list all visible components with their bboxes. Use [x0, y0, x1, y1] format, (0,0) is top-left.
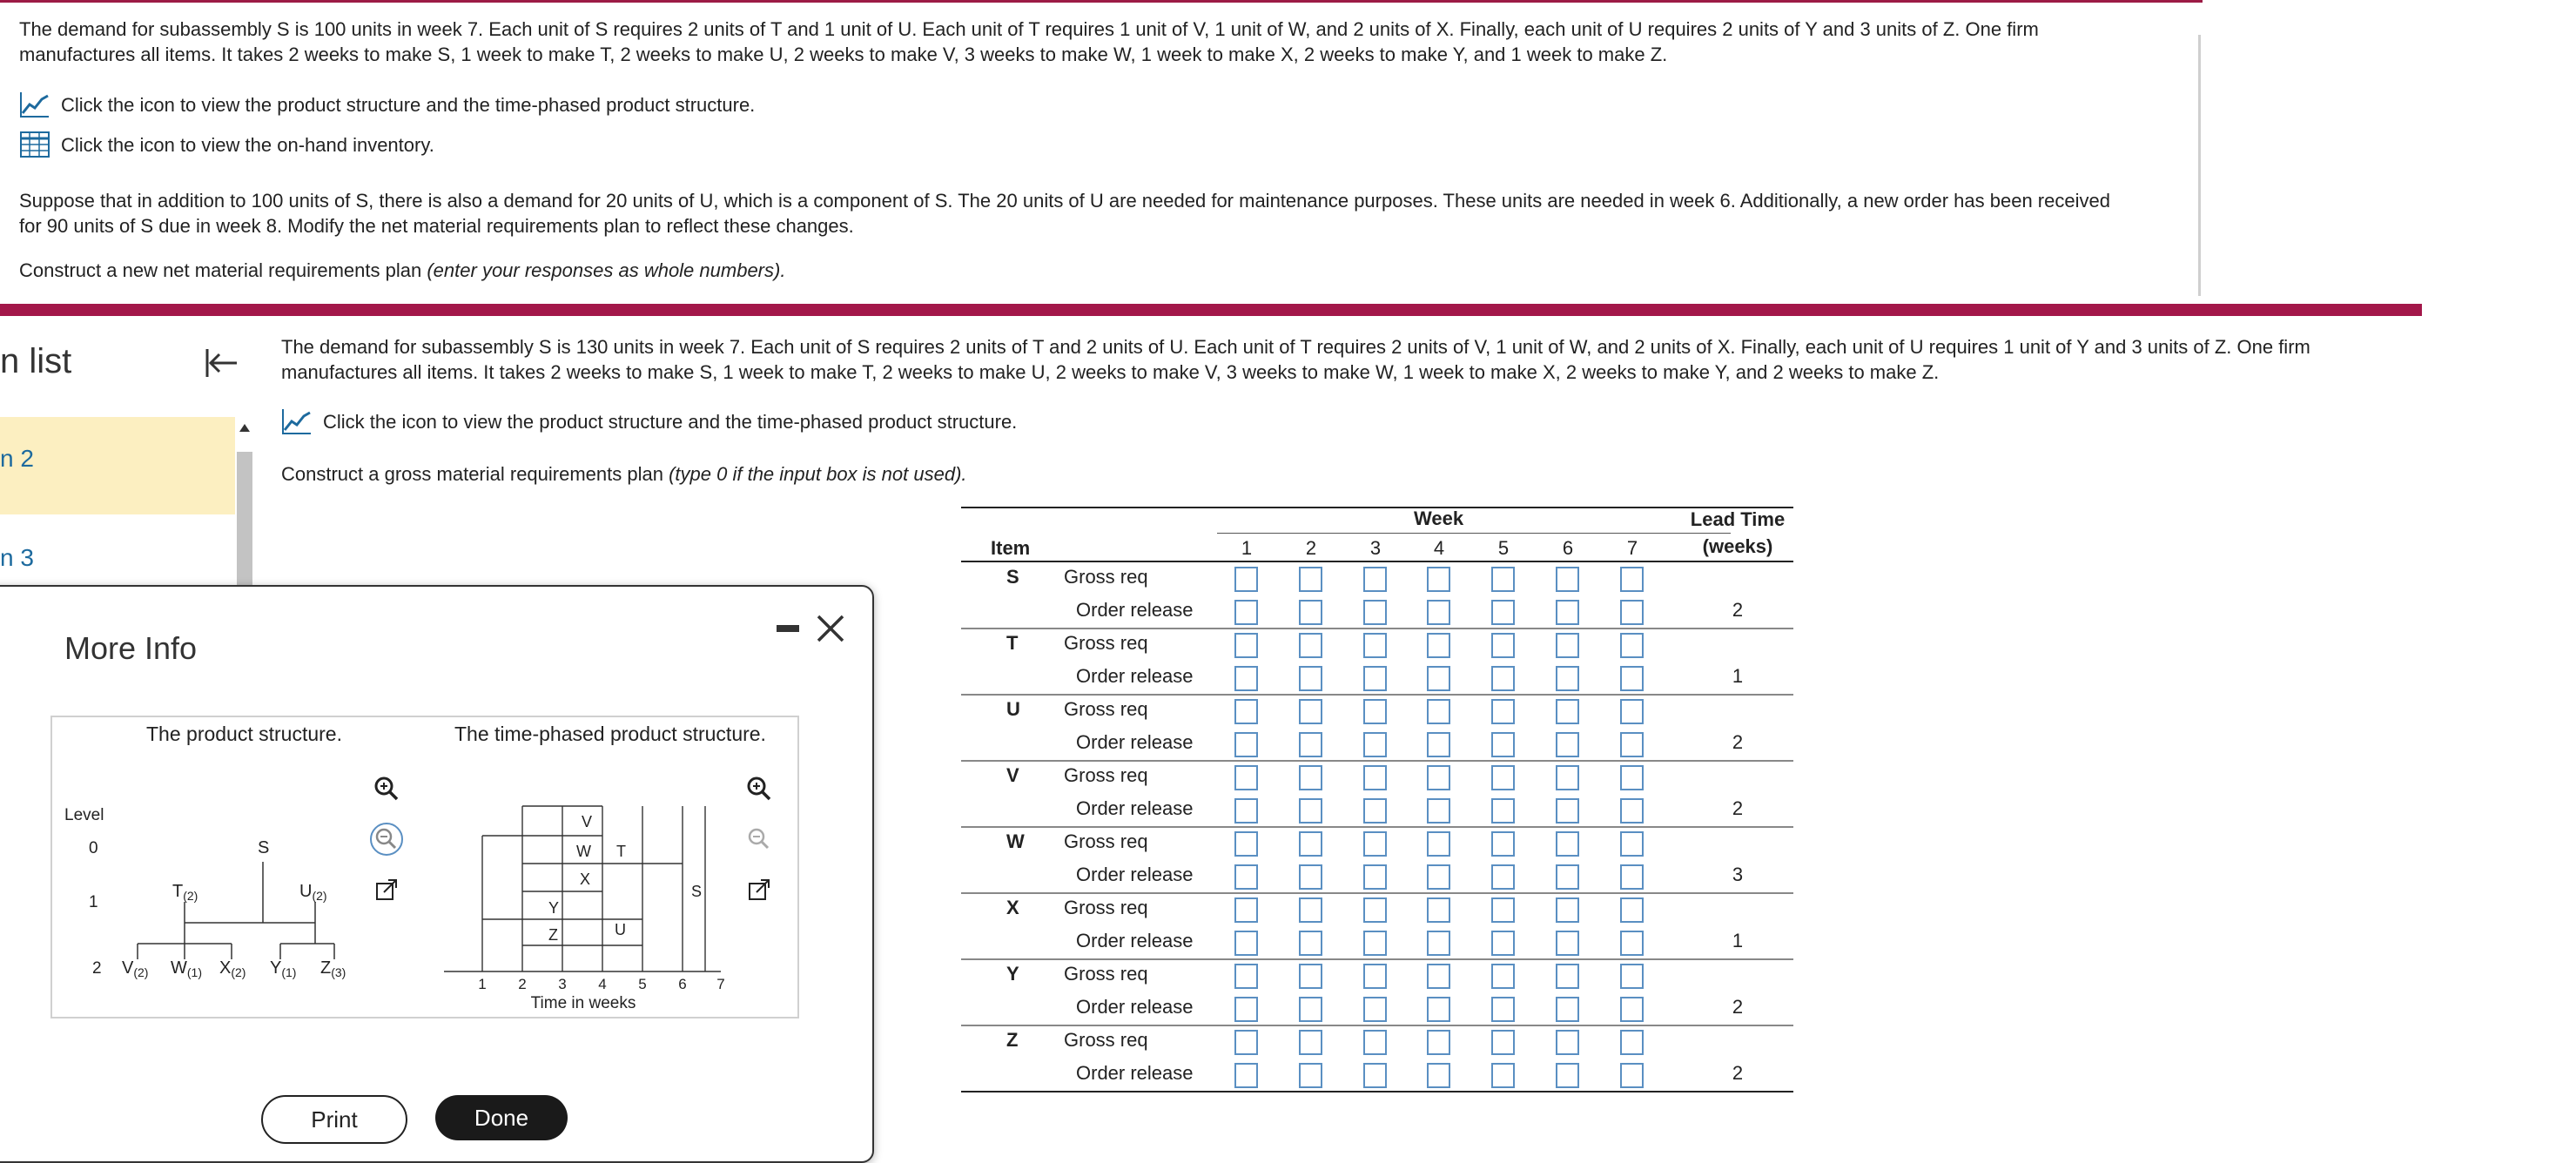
order-release-input-u-week-1[interactable] — [1234, 732, 1258, 757]
gross-req-input-z-week-3[interactable] — [1363, 1030, 1387, 1055]
order-release-input-y-week-3[interactable] — [1363, 997, 1387, 1022]
order-release-input-z-week-5[interactable] — [1491, 1063, 1515, 1088]
structure-figure — [50, 716, 799, 1018]
order-release-label: Order release — [1076, 1062, 1194, 1084]
gross-req-input-x-week-7[interactable] — [1620, 897, 1644, 923]
order-release-input-v-week-5[interactable] — [1491, 798, 1515, 824]
gross-req-input-u-week-7[interactable] — [1620, 699, 1644, 724]
zoom-in-icon[interactable] — [742, 771, 777, 806]
gross-req-input-v-week-4[interactable] — [1427, 765, 1450, 790]
gross-req-input-w-week-3[interactable] — [1363, 831, 1387, 857]
lead-time-value: 2 — [1732, 797, 1744, 819]
order-release-input-w-week-6[interactable] — [1556, 864, 1579, 890]
gross-req-input-u-week-5[interactable] — [1491, 699, 1515, 724]
lead-time-value: 2 — [1732, 731, 1744, 753]
gross-req-label: Gross req — [1064, 698, 1148, 720]
gross-req-input-t-week-5[interactable] — [1491, 633, 1515, 658]
top-scrollbar[interactable] — [2198, 35, 2201, 296]
inventory-link-row[interactable] — [19, 131, 434, 158]
order-release-input-t-week-7[interactable] — [1620, 666, 1644, 691]
order-release-input-s-week-6[interactable] — [1556, 600, 1579, 625]
structure-link-text[interactable]: Click the icon to view the product structure and the time-phased product structure. — [61, 93, 756, 116]
order-release-input-t-week-3[interactable] — [1363, 666, 1387, 691]
order-release-input-w-week-3[interactable] — [1363, 864, 1387, 890]
week-column-header: 7 — [1626, 537, 1638, 559]
row-separator — [961, 958, 1793, 960]
row-separator — [961, 1091, 1793, 1092]
main-structure-link-text[interactable]: Click the icon to view the product structure and the time-phased product structure. — [323, 410, 1018, 433]
gross-req-input-x-week-3[interactable] — [1363, 897, 1387, 923]
tree-node-z: $Z_{(3)}$ — [320, 958, 346, 979]
gross-req-input-x-week-5[interactable] — [1491, 897, 1515, 923]
lead-time-value: 1 — [1732, 930, 1744, 951]
row-separator — [961, 892, 1793, 894]
order-release-input-u-week-6[interactable] — [1556, 732, 1579, 757]
timeline-tick: 4 — [598, 976, 607, 992]
week-column-header: 4 — [1433, 537, 1445, 559]
order-release-input-x-week-3[interactable] — [1363, 931, 1387, 956]
timeline-label-t: T — [616, 843, 626, 860]
timeline-label-z: Z — [548, 926, 558, 944]
week-column-header: 5 — [1497, 537, 1510, 559]
order-release-input-x-week-1[interactable] — [1234, 931, 1258, 956]
gross-req-input-s-week-3[interactable] — [1363, 567, 1387, 592]
gross-req-input-v-week-5[interactable] — [1491, 765, 1515, 790]
order-release-input-s-week-7[interactable] — [1620, 600, 1644, 625]
main-problem-line-1: The demand for subassembly S is 130 units in week 7. Each unit of S requires 2 units of T and 2 units of U. Each unit of T requires 2 units of V, 1 unit of W, and 2 units of X. Finally, each unit of U requires 1 unit of Y and 3 units of Z. One firm — [281, 336, 2310, 358]
zoom-out-icon[interactable] — [369, 822, 404, 857]
item-name-z: Z — [1006, 1029, 1019, 1051]
order-release-input-t-week-4[interactable] — [1427, 666, 1450, 691]
main-instruction-text: Construct a gross material requirements plan — [281, 463, 663, 485]
top-instruction — [19, 258, 785, 283]
gross-req-input-v-week-3[interactable] — [1363, 765, 1387, 790]
order-release-input-v-week-1[interactable] — [1234, 798, 1258, 824]
order-release-input-v-week-2[interactable] — [1299, 798, 1322, 824]
order-release-input-z-week-6[interactable] — [1556, 1063, 1579, 1088]
minimize-icon[interactable] — [777, 625, 799, 632]
order-release-input-u-week-4[interactable] — [1427, 732, 1450, 757]
main-problem-line-2: manufactures all items. It takes 2 weeks to make S, 1 week to make T, 2 weeks to make U, 2 weeks to make V, 3 weeks to make W, 1 week to make X, 2 weeks to make Y, and 2 weeks to make Z. — [281, 361, 1940, 383]
order-release-input-x-week-5[interactable] — [1491, 931, 1515, 956]
order-release-input-z-week-4[interactable] — [1427, 1063, 1450, 1088]
problem-text-line-2: manufactures all items. It takes 2 weeks to make S, 1 week to make T, 2 weeks to make U, 2 weeks to make V, 3 weeks to make W, 1 week to make X, 2 weeks to make Y, and 1 week to make Z. — [19, 44, 1668, 65]
timeline-label-x: X — [580, 871, 591, 888]
gross-req-input-v-week-6[interactable] — [1556, 765, 1579, 790]
tree-node-y: $Y_{(1)}$ — [270, 958, 297, 979]
gross-req-input-x-week-2[interactable] — [1299, 897, 1322, 923]
order-release-label: Order release — [1076, 599, 1194, 621]
order-release-input-y-week-5[interactable] — [1491, 997, 1515, 1022]
gross-req-input-w-week-7[interactable] — [1620, 831, 1644, 857]
modification-text-line-1: Suppose that in addition to 100 units of S, there is also a demand for 20 units of U, which is a component of S. The 20 units of U are needed for maintenance purposes. These units are needed in week 6. Additionally, a new order has been received — [19, 190, 2110, 212]
timeline-label-v: V — [582, 813, 593, 830]
done-button[interactable]: Done — [435, 1095, 568, 1140]
order-release-input-x-week-7[interactable] — [1620, 931, 1644, 956]
chart-icon[interactable] — [281, 407, 313, 435]
order-release-input-u-week-7[interactable] — [1620, 732, 1644, 757]
gross-req-input-y-week-6[interactable] — [1556, 964, 1579, 989]
gross-req-input-y-week-3[interactable] — [1363, 964, 1387, 989]
gross-req-input-w-week-5[interactable] — [1491, 831, 1515, 857]
gross-req-label: Gross req — [1064, 897, 1148, 918]
sidebar-item-question-3[interactable]: n 3 — [0, 544, 34, 571]
gross-req-input-u-week-1[interactable] — [1234, 699, 1258, 724]
sidebar-item-question-2[interactable] — [0, 417, 235, 514]
gross-req-input-w-week-6[interactable] — [1556, 831, 1579, 857]
product-structure-tree — [52, 752, 400, 1013]
open-external-icon[interactable] — [742, 872, 777, 907]
lead-time-value: 2 — [1732, 599, 1744, 621]
time-phased-chart — [444, 752, 757, 1013]
gross-req-input-t-week-1[interactable] — [1234, 633, 1258, 658]
inventory-link-text[interactable]: Click the icon to view the on-hand inventory. — [61, 133, 434, 156]
lead-time-header-2: (weeks) — [1702, 535, 1773, 557]
chart-icon[interactable] — [19, 91, 50, 118]
week-header: Week — [1414, 508, 1464, 529]
order-release-input-u-week-5[interactable] — [1491, 732, 1515, 757]
timeline-label-w: W — [576, 843, 591, 860]
order-release-input-t-week-2[interactable] — [1299, 666, 1322, 691]
gross-req-input-s-week-6[interactable] — [1556, 567, 1579, 592]
gross-req-input-y-week-7[interactable] — [1620, 964, 1644, 989]
gross-req-input-t-week-2[interactable] — [1299, 633, 1322, 658]
timeline-axis-label: Time in weeks — [530, 994, 636, 1012]
order-release-input-v-week-6[interactable] — [1556, 798, 1579, 824]
order-release-label: Order release — [1076, 797, 1194, 819]
order-release-input-y-week-7[interactable] — [1620, 997, 1644, 1022]
tree-level-0: 0 — [89, 839, 98, 857]
item-name-v: V — [1006, 764, 1019, 786]
gross-req-input-v-week-7[interactable] — [1620, 765, 1644, 790]
gross-req-input-z-week-7[interactable] — [1620, 1030, 1644, 1055]
gross-req-input-x-week-1[interactable] — [1234, 897, 1258, 923]
timeline-tick: 1 — [478, 976, 487, 992]
sidebar-item-label[interactable]: n 2 — [0, 445, 34, 472]
week-column-header: 2 — [1305, 537, 1317, 559]
close-icon[interactable] — [811, 609, 850, 648]
gross-req-input-u-week-2[interactable] — [1299, 699, 1322, 724]
tree-node-x: $X_{(2)}$ — [219, 958, 246, 979]
top-instruction-italic: (enter your responses as whole numbers). — [427, 259, 786, 281]
timeline-label-s: S — [691, 883, 703, 900]
gross-req-input-s-week-1[interactable] — [1234, 567, 1258, 592]
order-release-label: Order release — [1076, 731, 1194, 753]
tree-level-2: 2 — [92, 959, 102, 978]
week-column-header: 3 — [1369, 537, 1382, 559]
tree-node-v: $V_{(2)}$ — [122, 958, 149, 979]
gross-req-input-s-week-2[interactable] — [1299, 567, 1322, 592]
order-release-input-u-week-2[interactable] — [1299, 732, 1322, 757]
time-phased-caption: The time-phased product structure. — [454, 723, 766, 745]
gross-req-input-t-week-6[interactable] — [1556, 633, 1579, 658]
item-name-w: W — [1006, 830, 1025, 852]
order-release-input-y-week-6[interactable] — [1556, 997, 1579, 1022]
gross-req-label: Gross req — [1064, 963, 1148, 985]
tree-node-s: S — [258, 838, 270, 857]
gross-req-input-x-week-4[interactable] — [1427, 897, 1450, 923]
order-release-input-s-week-2[interactable] — [1299, 600, 1322, 625]
week-column-header: 6 — [1562, 537, 1574, 559]
order-release-input-s-week-3[interactable] — [1363, 600, 1387, 625]
tree-node-t: $T_{(2)}$ — [172, 882, 198, 903]
lead-time-value: 3 — [1732, 864, 1744, 885]
gross-req-input-t-week-3[interactable] — [1363, 633, 1387, 658]
gross-req-input-w-week-1[interactable] — [1234, 831, 1258, 857]
panel-divider — [0, 304, 2422, 316]
gross-req-input-w-week-4[interactable] — [1427, 831, 1450, 857]
product-structure-caption: The product structure. — [146, 723, 342, 745]
order-release-input-t-week-5[interactable] — [1491, 666, 1515, 691]
timeline-tick: 5 — [638, 976, 647, 992]
gross-req-input-y-week-5[interactable] — [1491, 964, 1515, 989]
gross-req-input-v-week-1[interactable] — [1234, 765, 1258, 790]
modification-text-line-2: for 90 units of S due in week 8. Modify the net material requirements plan to reflect these changes. — [19, 215, 854, 237]
tree-level-label: Level — [64, 806, 104, 824]
order-release-input-s-week-4[interactable] — [1427, 600, 1450, 625]
top-question-panel — [0, 0, 2203, 296]
header-bottom-rule — [961, 561, 1793, 562]
order-release-label: Order release — [1076, 665, 1194, 687]
structure-link-row[interactable] — [19, 91, 755, 118]
table-top-rule — [961, 507, 1793, 508]
order-release-input-t-week-6[interactable] — [1556, 666, 1579, 691]
order-release-input-t-week-1[interactable] — [1234, 666, 1258, 691]
item-name-u: U — [1006, 698, 1020, 720]
order-release-input-w-week-2[interactable] — [1299, 864, 1322, 890]
gross-req-input-t-week-7[interactable] — [1620, 633, 1644, 658]
week-header-rule — [1217, 533, 1731, 534]
sidebar-title: n list — [0, 342, 72, 380]
gross-req-input-y-week-4[interactable] — [1427, 964, 1450, 989]
gross-req-input-u-week-3[interactable] — [1363, 699, 1387, 724]
main-instruction — [281, 461, 967, 487]
order-release-input-x-week-4[interactable] — [1427, 931, 1450, 956]
gross-req-input-u-week-4[interactable] — [1427, 699, 1450, 724]
order-release-input-w-week-7[interactable] — [1620, 864, 1644, 890]
zoom-out-icon[interactable] — [742, 822, 777, 857]
gross-req-label: Gross req — [1064, 566, 1148, 588]
order-release-input-w-week-1[interactable] — [1234, 864, 1258, 890]
problem-text-line-1: The demand for subassembly S is 100 units in week 7. Each unit of S requires 2 units of T and 1 unit of U. Each unit of T requires 1 unit of V, 1 unit of W, and 2 units of X. Finally, each unit of U requires 2 units of Y and 3 units of Z. One firm — [19, 18, 2039, 40]
tree-node-w: $W_{(1)}$ — [171, 958, 203, 979]
timeline-tick: 2 — [518, 976, 527, 992]
more-info-dialog — [0, 585, 874, 1163]
zoom-in-icon[interactable] — [369, 771, 404, 806]
tree-level-1: 1 — [89, 893, 98, 911]
timeline-tick: 7 — [716, 976, 725, 992]
gross-req-input-y-week-1[interactable] — [1234, 964, 1258, 989]
order-release-input-w-week-4[interactable] — [1427, 864, 1450, 890]
order-release-input-v-week-3[interactable] — [1363, 798, 1387, 824]
order-release-input-x-week-2[interactable] — [1299, 931, 1322, 956]
main-instruction-italic: (type 0 if the input box is not used). — [669, 463, 967, 485]
order-release-input-u-week-3[interactable] — [1363, 732, 1387, 757]
gross-req-input-s-week-4[interactable] — [1427, 567, 1450, 592]
open-external-icon[interactable] — [369, 872, 404, 907]
gross-req-input-y-week-2[interactable] — [1299, 964, 1322, 989]
gross-req-label: Gross req — [1064, 1029, 1148, 1051]
gross-req-input-s-week-7[interactable] — [1620, 567, 1644, 592]
order-release-input-z-week-1[interactable] — [1234, 1063, 1258, 1088]
timeline-label-y: Y — [548, 899, 560, 917]
lead-time-value: 1 — [1732, 665, 1744, 687]
order-release-input-v-week-4[interactable] — [1427, 798, 1450, 824]
gross-req-input-x-week-6[interactable] — [1556, 897, 1579, 923]
gross-req-input-z-week-1[interactable] — [1234, 1030, 1258, 1055]
row-separator — [961, 1025, 1793, 1026]
gross-req-input-z-week-2[interactable] — [1299, 1030, 1322, 1055]
print-button[interactable]: Print — [261, 1095, 407, 1144]
gross-req-input-v-week-2[interactable] — [1299, 765, 1322, 790]
gross-req-label: Gross req — [1064, 830, 1148, 852]
row-separator — [961, 694, 1793, 696]
item-name-x: X — [1006, 897, 1019, 918]
top-accent-bar — [0, 0, 2203, 3]
gross-req-label: Gross req — [1064, 632, 1148, 654]
order-release-label: Order release — [1076, 996, 1194, 1018]
tree-node-u: $U_{(2)}$ — [299, 882, 327, 903]
item-name-y: Y — [1006, 963, 1019, 985]
order-release-input-z-week-2[interactable] — [1299, 1063, 1322, 1088]
lead-time-value: 2 — [1732, 1062, 1744, 1084]
row-separator — [961, 628, 1793, 629]
gross-req-input-z-week-4[interactable] — [1427, 1030, 1450, 1055]
order-release-input-s-week-1[interactable] — [1234, 600, 1258, 625]
timeline-label-u: U — [615, 921, 626, 938]
timeline-tick: 3 — [558, 976, 567, 992]
gross-req-input-u-week-6[interactable] — [1556, 699, 1579, 724]
item-name-t: T — [1006, 632, 1019, 654]
main-structure-link-row[interactable] — [281, 407, 1017, 435]
week-column-header: 1 — [1241, 537, 1253, 559]
order-release-input-y-week-2[interactable] — [1299, 997, 1322, 1022]
order-release-input-x-week-6[interactable] — [1556, 931, 1579, 956]
order-release-label: Order release — [1076, 930, 1194, 951]
order-release-input-w-week-5[interactable] — [1491, 864, 1515, 890]
item-name-s: S — [1006, 566, 1019, 588]
order-release-input-v-week-7[interactable] — [1620, 798, 1644, 824]
table-grid-icon[interactable] — [19, 131, 50, 158]
order-release-input-z-week-3[interactable] — [1363, 1063, 1387, 1088]
gross-req-label: Gross req — [1064, 764, 1148, 786]
gross-req-input-s-week-5[interactable] — [1491, 567, 1515, 592]
collapse-sidebar-icon[interactable] — [202, 344, 240, 382]
gross-req-input-z-week-5[interactable] — [1491, 1030, 1515, 1055]
timeline-tick: 6 — [678, 976, 687, 992]
order-release-label: Order release — [1076, 864, 1194, 885]
top-instruction-text: Construct a new net material requirements plan — [19, 259, 422, 281]
row-separator — [961, 826, 1793, 828]
lead-time-value: 2 — [1732, 996, 1744, 1018]
lead-time-header-1: Lead Time — [1690, 508, 1786, 530]
row-separator — [961, 760, 1793, 762]
dialog-title: More Info — [64, 630, 198, 666]
gross-req-input-z-week-6[interactable] — [1556, 1030, 1579, 1055]
order-release-input-y-week-1[interactable] — [1234, 997, 1258, 1022]
gross-req-input-w-week-2[interactable] — [1299, 831, 1322, 857]
item-header: Item — [991, 537, 1031, 559]
gross-req-input-t-week-4[interactable] — [1427, 633, 1450, 658]
scroll-up-arrow-icon[interactable] — [239, 424, 250, 432]
order-release-input-z-week-7[interactable] — [1620, 1063, 1644, 1088]
order-release-input-y-week-4[interactable] — [1427, 997, 1450, 1022]
order-release-input-s-week-5[interactable] — [1491, 600, 1515, 625]
